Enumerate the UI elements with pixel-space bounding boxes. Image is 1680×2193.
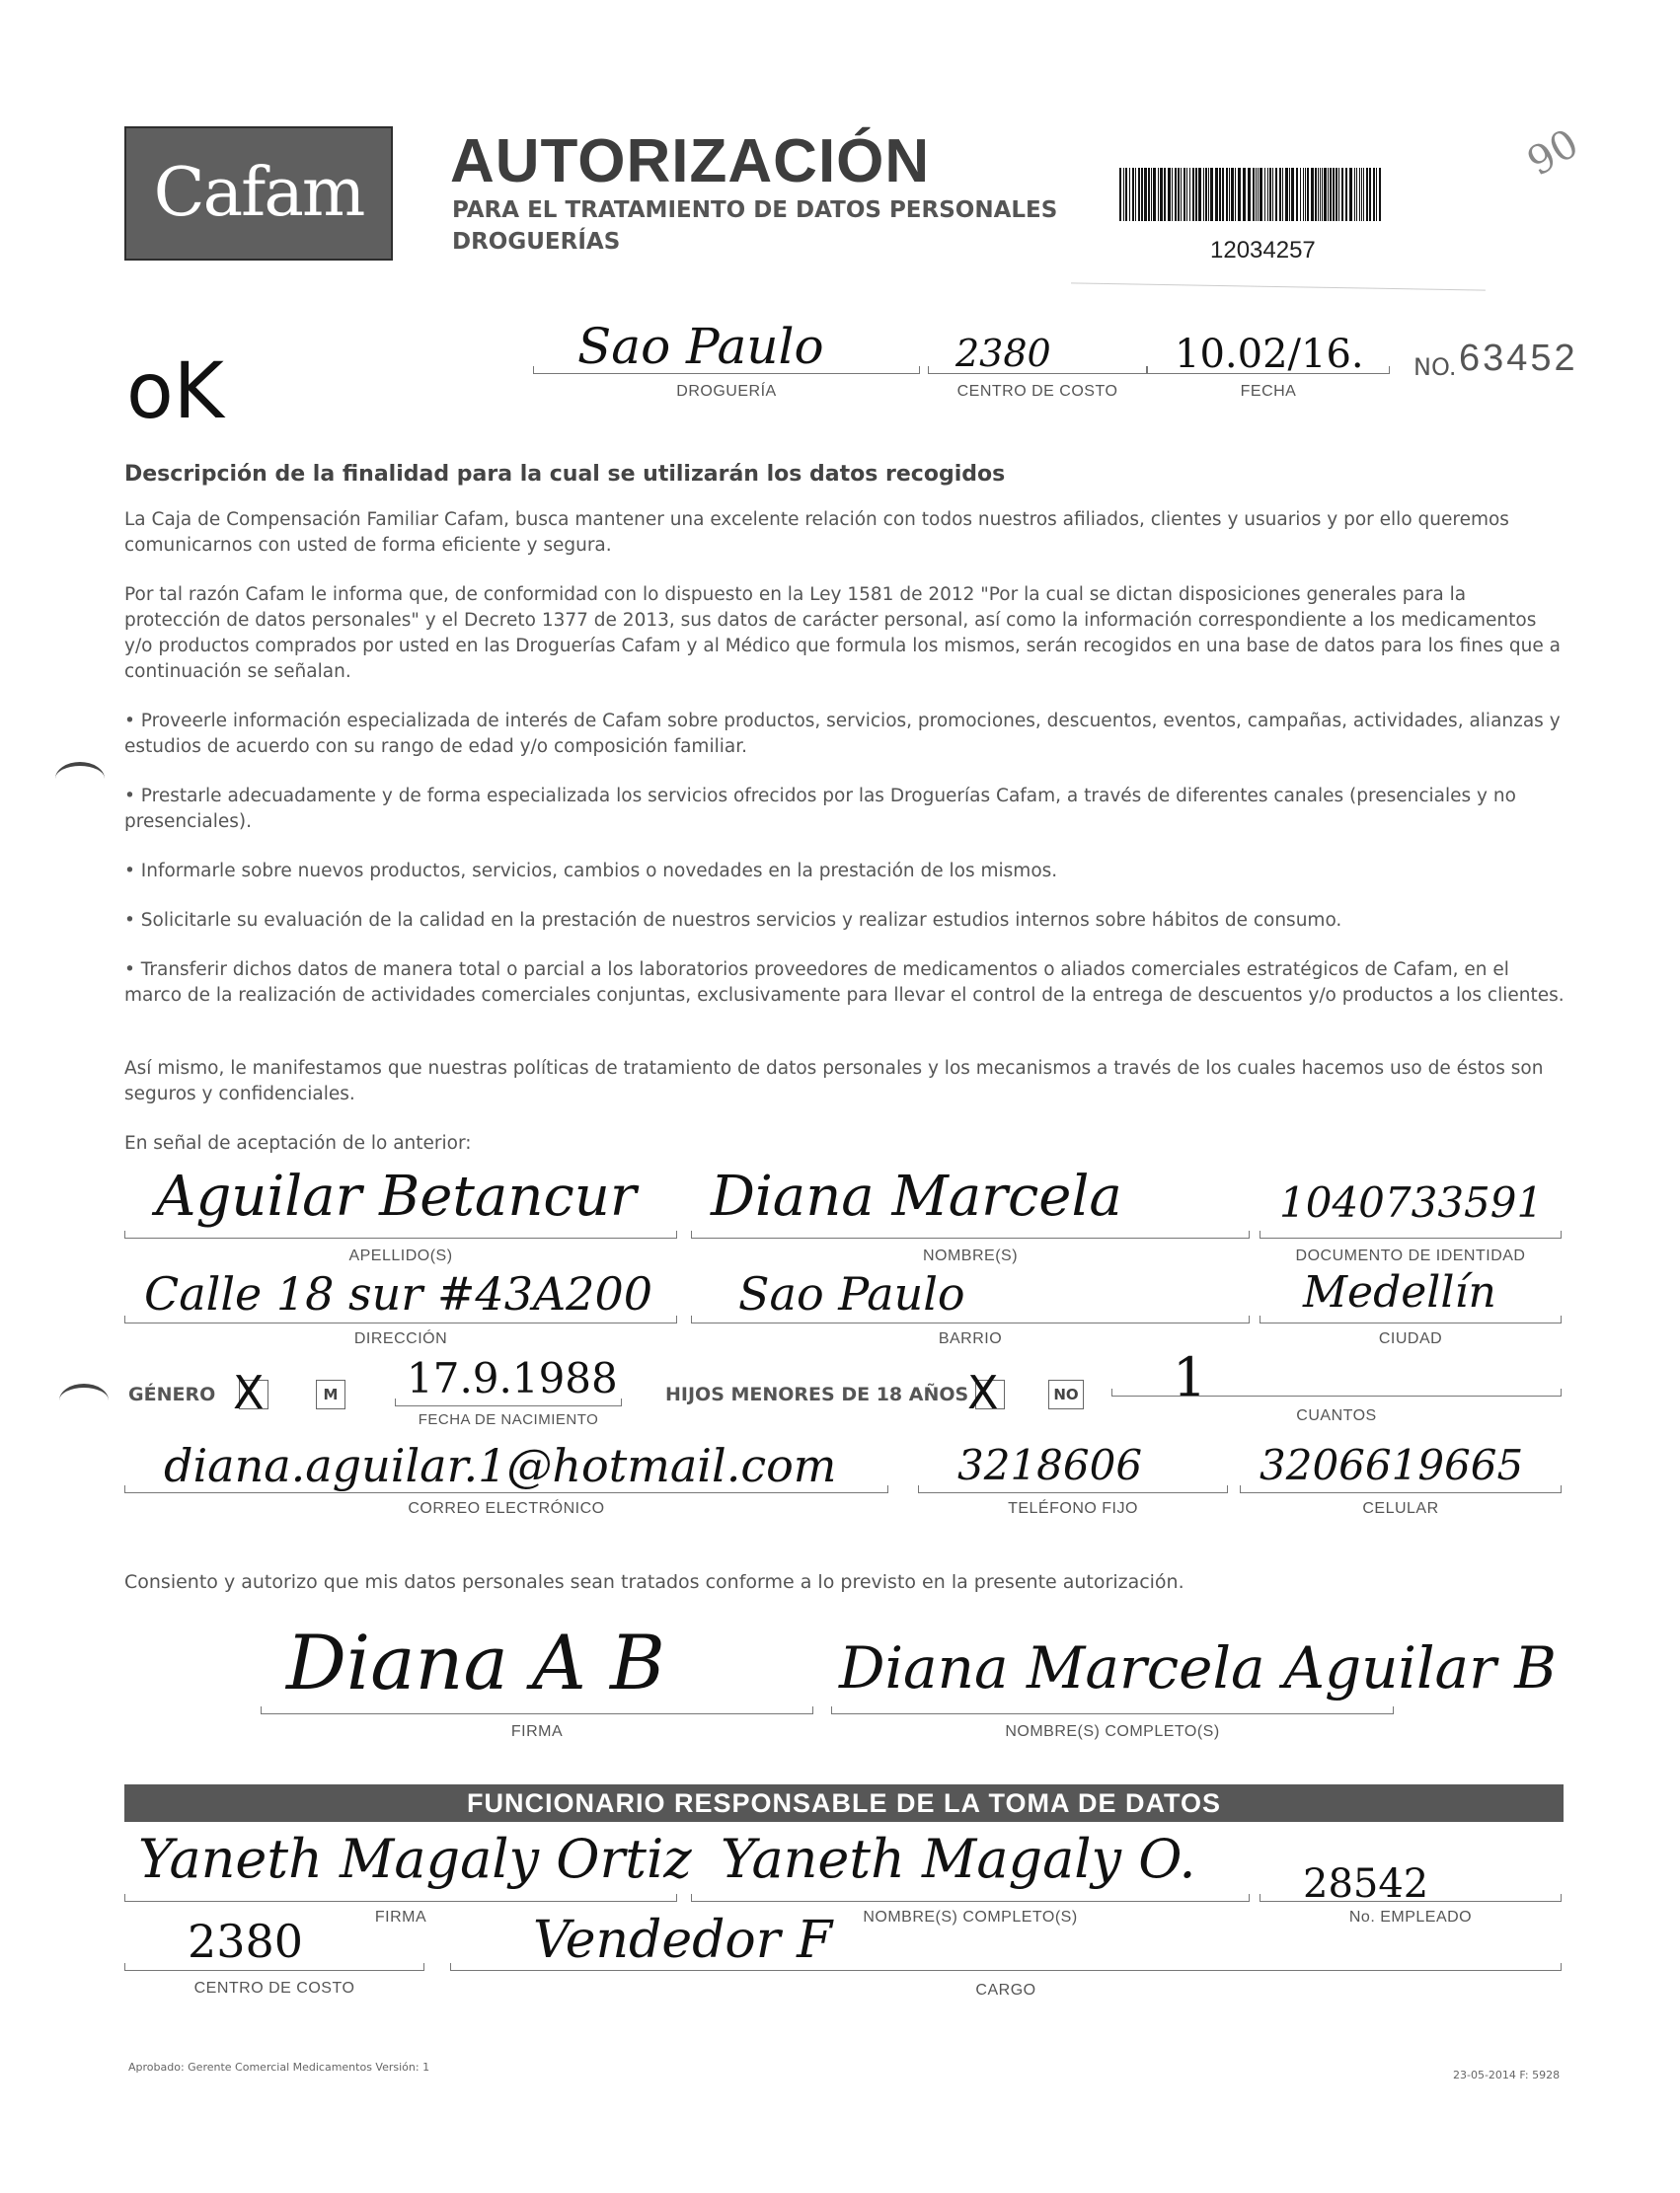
barcode-bar [1359, 168, 1360, 221]
barcode-bar [1215, 168, 1218, 221]
centro-costo-line [928, 373, 1147, 374]
barcode-bar [1341, 168, 1343, 221]
document-title: AUTORIZACIÓN [450, 127, 931, 195]
barcode-bar [1164, 168, 1166, 221]
barcode-bar [1300, 168, 1301, 221]
telefono-line [918, 1492, 1228, 1493]
direccion-value[interactable]: Calle 18 sur #43A200 [144, 1267, 652, 1321]
barcode-bar [1282, 168, 1283, 221]
barcode-bar [1338, 168, 1339, 221]
barcode-bar [1356, 168, 1357, 221]
funcionario-nombre-line [691, 1901, 1250, 1902]
barcode-bar [1192, 168, 1194, 221]
correo-value[interactable]: diana.aguilar.1@hotmail.com [164, 1439, 837, 1492]
bullet-transferir: • Transferir dichos datos de manera total o parcial a los laboratorios proveedores de medicamentos o aliados comerciales estratégicos de Cafam, en el marco de la realización de actividades comerciales conjuntas, exclusivamente para llevar el control de la entrega de descuentos y/o productos a los clientes. [124, 959, 1565, 1006]
funcionario-banner-text: FUNCIONARIO RESPONSABLE DE LA TOMA DE DATOS [466, 1788, 1222, 1818]
bullet-informar: • Informarle sobre nuevos productos, servicios, cambios o novedades en la prestación de los mismos. [124, 861, 1058, 881]
cliente-firma-value[interactable]: Diana A B [286, 1619, 665, 1706]
barcode-bar [1222, 168, 1224, 221]
nombres-label: NOMBRE(S) [922, 1248, 1019, 1264]
barcode-bar [1256, 168, 1257, 221]
barcode-bar [1272, 168, 1273, 221]
barcode-bar [1168, 168, 1171, 221]
correo-line [124, 1492, 888, 1493]
funcionario-centro-costo-line [124, 1970, 424, 1971]
barcode-bar [1195, 168, 1197, 221]
numero-value: 63452 [1459, 338, 1578, 379]
barcode-bar [1203, 168, 1204, 221]
barcode-bar [1275, 168, 1277, 221]
barcode-bar [1175, 168, 1177, 221]
numero-empleado-label: No. EMPLEADO [1348, 1909, 1473, 1926]
barcode-bar [1135, 168, 1136, 221]
telefono-label: TELÉFONO FIJO [1008, 1500, 1138, 1517]
barcode-bar [1208, 168, 1209, 221]
celular-value[interactable]: 3206619665 [1260, 1441, 1524, 1489]
fecha-nacimiento-label: FECHA DE NACIMIENTO [418, 1411, 599, 1428]
barcode-bar [1141, 168, 1143, 221]
barcode-icon [1119, 168, 1382, 221]
hijos-label: HIJOS MENORES DE 18 AÑOS [665, 1384, 969, 1405]
barcode-bar [1184, 168, 1185, 221]
cliente-firma-line [261, 1713, 813, 1714]
cuantos-line [1111, 1396, 1562, 1397]
barcode-bar [1311, 168, 1314, 221]
barcode-bar [1363, 168, 1364, 221]
barcode-bar [1376, 168, 1377, 221]
document-subtitle: PARA EL TRATAMIENTO DE DATOS PERSONALES [452, 197, 1058, 223]
nombres-line [691, 1238, 1250, 1239]
footer-approval: Aprobado: Gerente Comercial Medicamentos Versión: 1 [128, 2061, 430, 2074]
centro-costo-value[interactable]: 2380 [955, 332, 1051, 375]
funcionario-firma-line [124, 1901, 677, 1902]
funcionario-centro-costo-value[interactable]: 2380 [188, 1915, 304, 1968]
cliente-nombre-line [831, 1713, 1394, 1714]
genero-label: GÉNERO [128, 1384, 216, 1405]
corner-mark: 90 [1519, 120, 1586, 186]
barcode-number: 12034257 [1210, 237, 1316, 264]
barcode-bar [1205, 168, 1207, 221]
barcode-bar [1366, 168, 1368, 221]
barcode-bar [1144, 168, 1147, 221]
document-subtitle-2: DROGUERÍAS [452, 229, 621, 255]
fecha-nacimiento-value[interactable]: 17.9.1988 [407, 1354, 618, 1402]
ok-mark: oK [126, 347, 224, 436]
barcode-bar [1349, 168, 1352, 221]
barcode-bar [1158, 168, 1159, 221]
barcode-bar [1307, 168, 1309, 221]
barcode-bar [1226, 168, 1228, 221]
margin-mark [55, 762, 105, 795]
barcode-bar [1129, 168, 1130, 221]
barcode-bar [1123, 168, 1124, 221]
barrio-label: BARRIO [938, 1330, 1003, 1347]
fecha-label: FECHA [1240, 383, 1297, 400]
fecha-nacimiento-line [395, 1405, 622, 1406]
barcode-bar [1248, 168, 1251, 221]
barcode-bar [1258, 168, 1259, 221]
drogueria-label: DROGUERÍA [676, 383, 777, 400]
footer-date-code: 23-05-2014 F: 5928 [1453, 2069, 1561, 2081]
barcode-bar [1260, 168, 1262, 221]
funcionario-firma-label: FIRMA [374, 1909, 427, 1926]
funcionario-firma-value[interactable]: Yaneth Magaly Ortiz [138, 1828, 692, 1890]
barcode-bar [1330, 168, 1332, 221]
barcode-bar [1238, 168, 1241, 221]
barcode-bar [1267, 168, 1268, 221]
barcode-bar [1181, 168, 1182, 221]
barcode-bar [1345, 168, 1347, 221]
barcode-bar [1119, 168, 1121, 221]
barcode-bar [1125, 168, 1127, 221]
cliente-nombre-completo-label: NOMBRE(S) COMPLETO(S) [1005, 1723, 1220, 1740]
cliente-nombre-completo-value[interactable]: Diana Marcela Aguilar B [839, 1634, 1557, 1701]
barcode-bar [1235, 168, 1236, 221]
barcode-bar [1336, 168, 1337, 221]
barcode-bar [1379, 168, 1381, 221]
funcionario-nombre-value[interactable]: Yaneth Magaly O. [721, 1828, 1196, 1890]
genero-m-checkbox[interactable]: M [316, 1380, 345, 1409]
paragraph-ley: Por tal razón Cafam le informa que, de conformidad con lo dispuesto en la Ley 1581 de 2012 "Por la cual se dictan disposiciones generales para la protección de datos personales" y el Decreto 1377 de 2013, sus datos de carácter personal, así como la información correspondiente a los medicamentos y/o productos comprados por usted en las Droguerías Cafam y al Médico que formula los mismos, serán recogidos en una base de datos para los fines que a continuación se señalan. [124, 584, 1561, 682]
paragraph-intro: La Caja de Compensación Familiar Cafam, busca mantener una excelente relación con todos nuestros afiliados, clientes y usuarios y por ello queremos comunicarnos con usted de forma eficiente y segura. [124, 509, 1509, 556]
barcode-bar [1269, 168, 1271, 221]
barcode-bar [1333, 168, 1335, 221]
barcode-bar [1198, 168, 1201, 221]
genero-f-mark: X [233, 1366, 265, 1419]
centro-costo-label: CENTRO DE COSTO [956, 383, 1118, 400]
drogueria-line [533, 373, 920, 374]
barcode-bar [1373, 168, 1375, 221]
cargo-value[interactable]: Vendedor F [533, 1911, 833, 1970]
barcode-bar [1132, 168, 1134, 221]
telefono-value[interactable]: 3218606 [957, 1441, 1143, 1489]
apellidos-line [124, 1238, 677, 1239]
funcionario-nombre-label: NOMBRE(S) COMPLETO(S) [863, 1909, 1078, 1926]
apellidos-label: APELLIDO(S) [348, 1248, 453, 1264]
celular-label: CELULAR [1362, 1500, 1439, 1517]
barcode-bar [1160, 168, 1163, 221]
top-divider [1071, 282, 1486, 290]
consent-text: Consiento y autorizo que mis datos personales sean tratados conforme a lo previsto en la presente autorización. [124, 1571, 1184, 1593]
documento-label: DOCUMENTO DE IDENTIDAD [1295, 1248, 1526, 1264]
funcionario-banner [124, 1784, 1564, 1822]
logo-text: Cafam [153, 154, 364, 232]
barcode-bar [1318, 168, 1319, 221]
barcode-bar [1305, 168, 1306, 221]
paragraph-asimismo: Así mismo, le manifestamos que nuestras políticas de tratamiento de datos personales y los mecanismos a través de los cuales hacemos uso de éstos son seguros y confidenciales. [124, 1058, 1544, 1104]
barcode-bar [1369, 168, 1371, 221]
bullet-solicitar: • Solicitarle su evaluación de la calidad en la prestación de nuestros servicios y realizar estudios internos sobre hábitos de consumo. [124, 910, 1342, 931]
funcionario-centro-costo-label: CENTRO DE COSTO [193, 1980, 355, 1997]
cliente-firma-label: FIRMA [510, 1723, 564, 1740]
correo-label: CORREO ELECTRÓNICO [408, 1500, 605, 1517]
barcode-bar [1219, 168, 1221, 221]
barcode-bar [1354, 168, 1355, 221]
barcode-bar [1320, 168, 1321, 221]
cuantos-label: CUANTOS [1296, 1407, 1377, 1424]
cargo-line [450, 1970, 1562, 1971]
barcode-bar [1148, 168, 1150, 221]
paragraph-aceptacion: En señal de aceptación de lo anterior: [124, 1133, 472, 1154]
numero-empleado-value[interactable]: 28542 [1303, 1861, 1429, 1907]
nombres-value[interactable]: Diana Marcela [711, 1165, 1122, 1229]
barrio-value[interactable]: Sao Paulo [738, 1267, 965, 1321]
barcode-bar [1210, 168, 1213, 221]
fecha-line [1147, 373, 1390, 374]
barcode-bar [1264, 168, 1265, 221]
barcode-bar [1291, 168, 1294, 221]
section-heading: Descripción de la finalidad para la cual se utilizarán los datos recogidos [124, 462, 1006, 487]
bullet-proveer: • Proveerle información especializada de interés de Cafam sobre productos, servicios, promociones, descuentos, eventos, campañas, actividades, alianzas y estudios de acuerdo con su rango de edad y/o composición familiar. [124, 711, 1561, 757]
barcode-bar [1303, 168, 1304, 221]
direccion-label: DIRECCIÓN [353, 1330, 448, 1347]
documento-value[interactable]: 1040733591 [1279, 1178, 1544, 1227]
barcode-bar [1186, 168, 1187, 221]
barcode-bar [1229, 168, 1230, 221]
barcode-bar [1153, 168, 1156, 221]
barcode-bar [1315, 168, 1317, 221]
barcode-bar [1361, 168, 1362, 221]
barcode-bar [1289, 168, 1290, 221]
barcode-bar [1285, 168, 1288, 221]
cafam-logo [124, 126, 393, 261]
ciudad-value[interactable]: Medellín [1303, 1267, 1496, 1318]
barcode-bar [1231, 168, 1234, 221]
ciudad-label: CIUDAD [1378, 1330, 1443, 1347]
barcode-bar [1178, 168, 1180, 221]
apellidos-value[interactable]: Aguilar Betancur [156, 1165, 637, 1229]
barcode-bar [1324, 168, 1327, 221]
numero-label: NO. [1413, 353, 1457, 381]
cuantos-value[interactable]: 1 [1173, 1346, 1207, 1408]
bullet-prestar: • Prestarle adecuadamente y de forma especializada los servicios ofrecidos por las Droguerías Cafam, a través de diferentes canales (presenciales y no presenciales). [124, 786, 1516, 832]
numero-empleado-line [1260, 1901, 1562, 1902]
cargo-label: CARGO [975, 1982, 1036, 1999]
barcode-bar [1322, 168, 1323, 221]
barcode-bar [1151, 168, 1152, 221]
barcode-bar [1243, 168, 1246, 221]
barcode-bar [1279, 168, 1281, 221]
barcode-bar [1189, 168, 1190, 221]
hijos-no-checkbox[interactable]: NO [1048, 1380, 1084, 1409]
documento-line [1260, 1238, 1562, 1239]
fecha-value[interactable]: 10.02/16. [1175, 332, 1364, 377]
barcode-bar [1296, 168, 1298, 221]
barcode-bar [1253, 168, 1255, 221]
margin-mark [59, 1384, 109, 1417]
hijos-si-mark: X [967, 1366, 999, 1419]
barcode-bar [1328, 168, 1329, 221]
drogueria-value[interactable]: Sao Paulo [577, 318, 824, 375]
barcode-bar [1172, 168, 1173, 221]
barcode-bar [1138, 168, 1140, 221]
celular-line [1240, 1492, 1562, 1493]
